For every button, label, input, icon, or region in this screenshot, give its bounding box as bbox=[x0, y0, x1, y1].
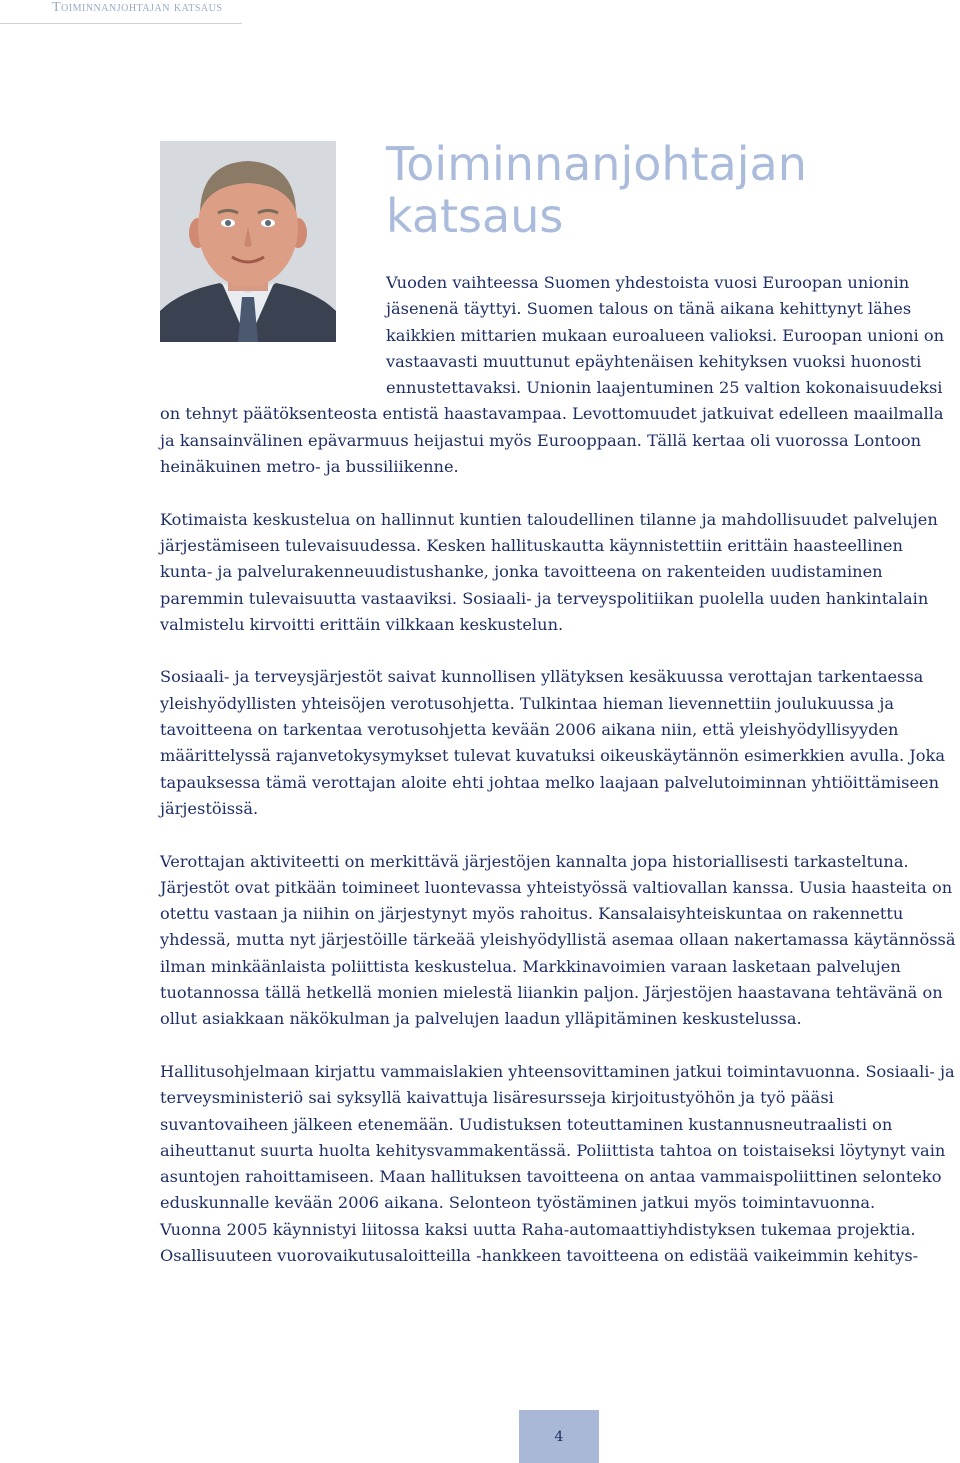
title-line-2: katsaus bbox=[386, 189, 564, 243]
closing-line-1: Vuonna 2005 käynnistyi liitossa kaksi uutta Raha-automaattiyhdistyksen tukemaa projektia. bbox=[160, 1219, 916, 1239]
closing-line-2: Osallisuuteen vuorovaikutusaloitteilla -hankkeen tavoitteena on edistää vaikeimmin kehitys- bbox=[160, 1245, 919, 1265]
paragraph-1: Vuoden vaihteessa Suomen yhdestoista vuosi Euroopan unionin jäsenenä täyttyi. Suomen talous on tänä aikana kehittynyt lähes kaikkien mittarien mukaan euroalueen valioksi. Euroopan unioni on vastaavasti muuttunut epäyhtenäisen kehityksen vuoksi huonosti ennustettavaksi. Unionin laajentuminen 25 valtion kokonaisuudeksi on tehnyt päätöksenteosta entistä haastavampaa. Levottomuudet jatkuivat edelleen maailmalla ja kansainvälinen epävarmuus heijastui myös Eurooppaan. Tällä kertaa oli vuorossa Lontoon heinäkuinen metro- ja bussiliikenne. bbox=[160, 273, 944, 477]
paragraph-2: Kotimaista keskustelua on hallinnut kuntien taloudellinen tilanne ja mahdollisuudet palvelujen järjestämiseen tulevaisuudessa. Kesken hallituskautta käynnistettiin erittäin haasteellinen kunta- ja palvelurakenneuudistushanke, jonka tavoitteena on rakenteiden uudistaminen paremmin tulevaisuutta vastaaviksi. Sosiaali- ja terveyspolitiikan puolella uuden hankintalain valmistelu kirvoitti erittäin vilkkaan keskustelun. bbox=[160, 509, 938, 634]
article-body bbox=[160, 270, 960, 1269]
page-number: 4 bbox=[554, 1428, 564, 1445]
title-line-1: Toiminnanjohtajan bbox=[386, 137, 807, 191]
paragraph-4: Verottajan aktiviteetti on merkittävä järjestöjen kannalta jopa historiallisesti tarkasteltuna. Järjestöt ovat pitkään toimineet luontevassa yhteistyössä valtiovallan kanssa. Uusia haasteita on otettu vastaan ja niihin on järjestynyt myös rahoitus. Kansalaisyhteiskuntaa on rakennettu yhdessä, mutta nyt järjestöille tärkeää yleishyödyllistä asemaa ollaan nakertamassa käytännössä ilman minkäänlaista poliittista keskustelua. Markkinavoimien varaan lasketaan palvelujen tuotannossa tällä hetkellä monien mielestä liiankin paljon. Järjestöjen haastavana tehtävänä on ollut asiakkaan näkökulman ja palvelujen laadun ylläpitäminen keskustelussa. bbox=[160, 851, 956, 1029]
paragraph-3: Sosiaali- ja terveysjärjestöt saivat kunnollisen yllätyksen kesäkuussa verottajan tarkentaessa yleishyödyllisten yhteisöjen verotusohjetta. Tulkintaa hieman lievennettiin joulukuussa ja tavoitteena on tarkentaa verotusohjetta kevään 2006 aikana niin, että yleishyödyllisyyden määrittelyssä rajanvetokysymykset tulevat kuvatuksi oikeuskäytännön esimerkkien avulla. Joka tapauksessa tämä verottajan aloite ehti johtaa melko laajaan palvelutoiminnan yhtiöittämiseen järjestöissä. bbox=[160, 667, 945, 818]
running-header: Toiminnanjohtajan katsaus bbox=[52, 0, 223, 15]
header-rule bbox=[0, 23, 242, 24]
paragraph-5: Hallitusohjelmaan kirjattu vammaislakien yhteensovittaminen jatkui toimintavuonna. Sosiaali- ja terveysministeriö sai syksyllä kaivattuja lisäresursseja kirjoitustyöhön ja työ pääsi suvantovaiheen jälkeen etenemään. Uudistuksen toteuttaminen kustannusneutraalisti on aiheuttanut suurta huolta kehitysvammakentässä. Poliittista tahtoa on toistaiseksi löytynyt vain asuntojen rahoittamiseen. Maan hallituksen tavoitteena on antaa vammaispoliittinen selonteko eduskunnalle kevään 2006 aikana. Selonteon työstäminen jatkui myös toimintavuonna. bbox=[160, 1061, 955, 1213]
photo-wrap-spacer bbox=[160, 270, 386, 392]
page-number-box bbox=[519, 1410, 599, 1463]
page-title bbox=[386, 138, 807, 242]
